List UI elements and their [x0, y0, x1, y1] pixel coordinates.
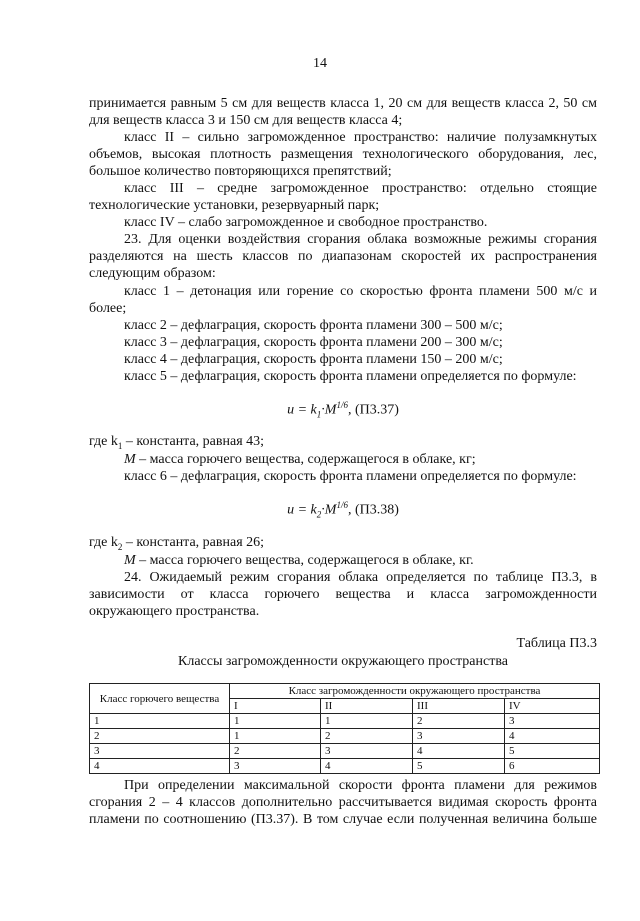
table-label: Таблица П3.3: [516, 636, 597, 651]
table-row: [90, 759, 600, 774]
header-substance-class: Класс горючего вещества: [90, 684, 230, 714]
table-cell: 4: [505, 729, 600, 744]
mode5-line: класс 5 – дефлаграция, скорость фронта пламени определяется по формуле:: [124, 369, 577, 384]
table-cell: 1: [90, 714, 230, 729]
where-k1: где $k_1$ – константа, равная 43;: [89, 434, 265, 451]
p24-line2: зависимости от класса горючего вещества и класса загроможденности: [89, 587, 597, 602]
table-cell: 2: [413, 714, 505, 729]
p23-line2: разделяются на шесть классов по диапазонам скоростей их распространения: [89, 249, 597, 264]
mode3-line: класс 3 – дефлаграция, скорость фронта пламени 200 – 300 м/с;: [124, 335, 503, 350]
table-cell: 2: [321, 729, 413, 744]
para1-line2: для веществ класса 3 и 150 см для веществ класса 4;: [89, 113, 403, 128]
table-row: [90, 729, 600, 744]
p24-line1: 24. Ожидаемый режим сгорания облака определяется по таблице П3.3, в: [124, 570, 597, 585]
table-cell: 1: [321, 714, 413, 729]
table-cell: 1: [230, 729, 321, 744]
table-cell: 3: [321, 744, 413, 759]
table-row: [90, 744, 600, 759]
combustion-mode-table: [89, 683, 600, 774]
page-number: 14: [313, 56, 327, 71]
mass2-line: M – масса горючего вещества, содержащегося в облаке, кг.: [124, 553, 474, 568]
class4-line: класс IV – слабо загроможденное и свободное пространство.: [124, 215, 488, 230]
mode4-line: класс 4 – дефлаграция, скорость фронта пламени 150 – 200 м/с;: [124, 352, 503, 367]
final-line2: сгорания 2 – 4 классов дополнительно рассчитывается видимая скорость фронта: [89, 795, 597, 810]
column-header: II: [321, 699, 413, 714]
final-line3: пламени по соотношению (П3.37). В том случае если полученная величина больше: [89, 812, 597, 827]
table-cell: 5: [413, 759, 505, 774]
table-cell: 2: [230, 744, 321, 759]
table-cell: 6: [505, 759, 600, 774]
table-cell: 3: [413, 729, 505, 744]
para1-line1: принимается равным 5 см для веществ класса 1, 20 см для веществ класса 2, 50 см: [89, 96, 597, 111]
mode1-line1: класс 1 – детонация или горение со скоростью фронта пламени 500 м/с и: [124, 284, 597, 299]
class3-line2: технологические установки, резервуарный парк;: [89, 198, 380, 213]
table-cell: 3: [90, 744, 230, 759]
table-cell: 1: [230, 714, 321, 729]
formula-p3-38: $u = k_2\cdot M^{1/6}$, (П3.38): [287, 500, 399, 520]
final-line1: При определении максимальной скорости фронта пламени для режимов: [124, 778, 597, 793]
table-row: [90, 714, 600, 729]
p24-line3: окружающего пространства.: [89, 604, 260, 619]
header-congestion-class: Класс загроможденности окружающего пространства: [230, 684, 600, 699]
p23-line1: 23. Для оценки воздействия сгорания облака возможные режимы сгорания: [124, 232, 597, 247]
column-header: IV: [505, 699, 600, 714]
column-header: III: [413, 699, 505, 714]
mode2-line: класс 2 – дефлаграция, скорость фронта пламени 300 – 500 м/с;: [124, 318, 503, 333]
class2-line2: объемов, высокая плотность размещения технологического оборудования, лес,: [89, 147, 597, 162]
table-cell: 3: [230, 759, 321, 774]
table-cell: 4: [321, 759, 413, 774]
p23-line3: следующим образом:: [89, 266, 216, 281]
mode1-line2: более;: [89, 301, 127, 316]
class3-line1: класс III – средне загроможденное пространство: отдельно стоящие: [124, 181, 597, 196]
class2-line3: большое количество повторяющихся препятствий;: [89, 164, 392, 179]
table-cell: 3: [505, 714, 600, 729]
table-cell: 4: [90, 759, 230, 774]
formula-p3-37: $u = k_1\cdot M^{1/6}$, (П3.37): [287, 400, 399, 420]
where-k2: где $k_2$ – константа, равная 26;: [89, 535, 265, 552]
table-title: Классы загроможденности окружающего пространства: [178, 654, 508, 669]
table-cell: 2: [90, 729, 230, 744]
mode6-line: класс 6 – дефлаграция, скорость фронта пламени определяется по формуле:: [124, 469, 577, 484]
table-cell: 5: [505, 744, 600, 759]
column-header: I: [230, 699, 321, 714]
table-cell: 4: [413, 744, 505, 759]
class2-line1: класс II – сильно загроможденное пространство: наличие полузамкнутых: [124, 130, 597, 145]
mass1-line: M – масса горючего вещества, содержащегося в облаке, кг;: [124, 452, 476, 467]
